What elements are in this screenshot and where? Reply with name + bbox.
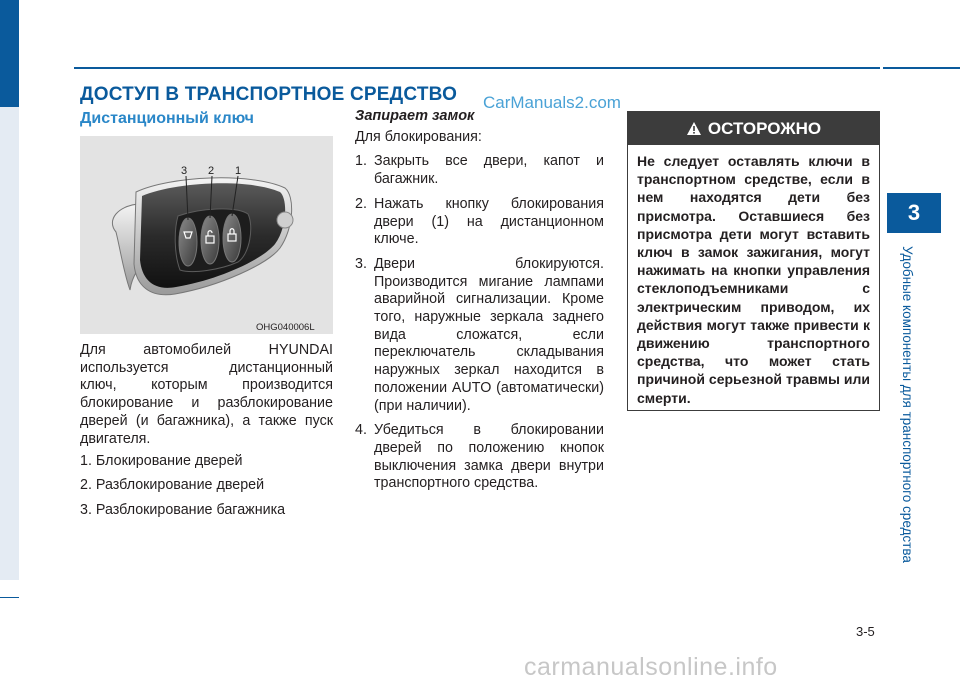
step-number: 1.: [355, 153, 367, 170]
intro-line: двигателя.: [80, 430, 151, 447]
warning-box: [627, 111, 880, 411]
step-number: 2.: [355, 195, 367, 212]
intro-line: ключ, которым производится: [80, 377, 333, 394]
header-rule: [74, 67, 880, 69]
step-text: Двери блокируются. Производится мигание лампами аварийной сигнализации. Кроме того, наружные зеркала заднего вида сложатся, если переключатель складывания наружных зеркал находится в положении AUTO (автоматически) (при наличии).: [374, 255, 604, 414]
list-item: 1. Блокирование дверей: [80, 453, 243, 470]
left-margin-strip: [0, 107, 19, 580]
callout-1: 1: [235, 165, 242, 177]
site-watermark-top: CarManuals2.com: [483, 93, 621, 112]
list-item: 3. Разблокирование багажника: [80, 501, 286, 518]
key-fob-figure: [80, 136, 333, 334]
page-number: 3-5: [856, 624, 875, 639]
side-header-rule: [883, 67, 960, 69]
chapter-number: 3: [907, 200, 921, 225]
subsection-title: Дистанционный ключ: [80, 110, 254, 127]
intro-line: Для автомобилей HYUNDAI: [80, 342, 333, 358]
locking-heading: Запирает замок: [355, 108, 475, 124]
intro-paragraph-block: [80, 342, 333, 526]
key-fob-illustration: [80, 136, 333, 334]
chapter-number-tab: [887, 193, 941, 233]
warning-text: Не следует оставлять ключи в транспортном средстве, если в нем находятся дети без присмотра. Оставшиеся без присмотра дети могут вставить ключ в замок зажигания, могут нажимать на кнопки управления стеклоподъемниками с электрическим приводом, их действия могут также привести к движению транспортного средства, что может стать причиной серьезной травмы или смерти.: [637, 153, 870, 406]
intro-line: дверей (и багажника), а также пуск: [80, 412, 333, 429]
locking-instructions: [355, 108, 604, 493]
warning-title: ОСТОРОЖНО: [707, 118, 822, 138]
intro-paragraph: [80, 342, 333, 448]
warning-header: [628, 112, 879, 145]
step-item: [355, 196, 604, 249]
figure-code: OHG040006L: [256, 322, 315, 333]
intro-line: используется дистанционный: [80, 359, 333, 376]
left-margin-line: [0, 597, 19, 598]
step-number: 4.: [355, 422, 367, 439]
section-title: ДОСТУП В ТРАНСПОРТНОЕ СРЕДСТВО: [80, 84, 458, 105]
left-accent-bar: [0, 0, 19, 107]
button-function-list: [80, 453, 333, 519]
callout-3: 3: [181, 165, 188, 177]
step-text: Нажать кнопку блокирования двери (1) на дистанционном ключе.: [374, 195, 604, 248]
step-item: [355, 256, 604, 415]
callout-2: 2: [208, 165, 215, 177]
list-item: 2. Разблокирование дверей: [80, 477, 265, 494]
intro-line: блокирование и разблокирование: [80, 395, 333, 412]
step-text: Закрыть все двери, капот и багажник.: [374, 153, 604, 188]
warning-triangle-icon: [686, 121, 702, 136]
step-item: [355, 422, 604, 493]
chapter-title-text: Удобные компоненты для транспортного средства: [900, 246, 915, 563]
site-watermark-bottom: carmanualsonline.info: [524, 653, 778, 681]
step-item: [355, 153, 604, 188]
step-number: 3.: [355, 255, 367, 272]
chapter-side-title: [900, 246, 920, 566]
step-text: Убедиться в блокировании дверей по положению кнопок выключения замка двери внутри транспортного средства.: [374, 422, 604, 492]
locking-lead: Для блокирования:: [355, 128, 482, 145]
